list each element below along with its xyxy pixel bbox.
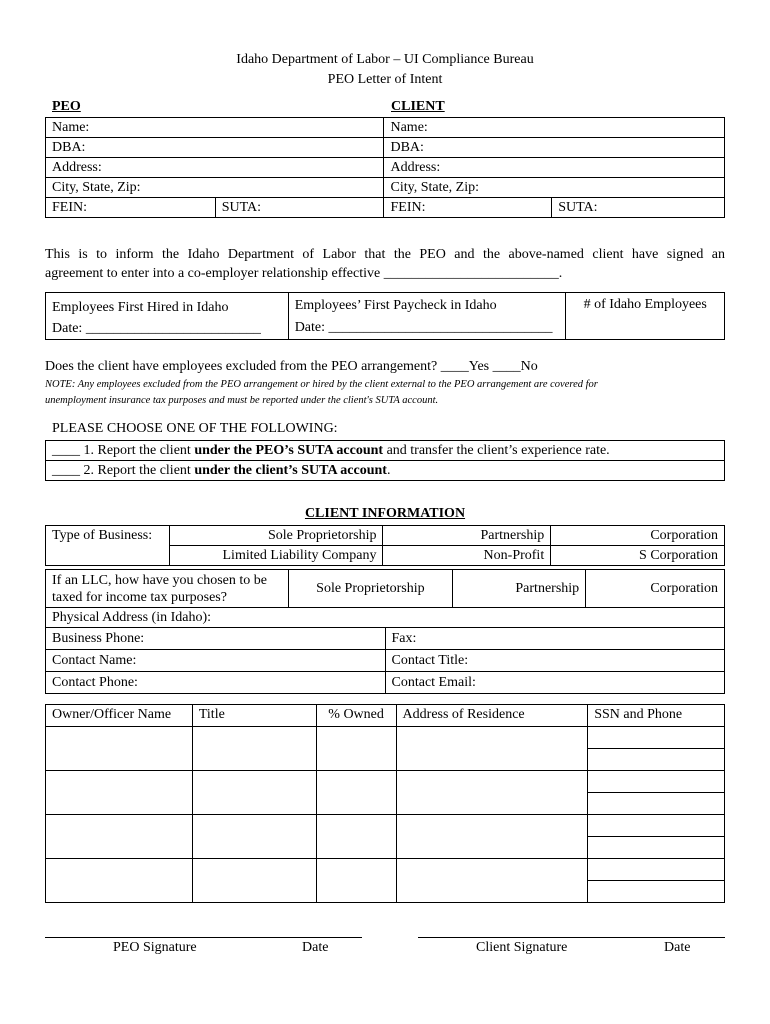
fax-field[interactable]: Fax: <box>385 628 725 650</box>
business-type-scorp[interactable]: S Corporation <box>551 546 725 566</box>
owner-3-address[interactable] <box>396 815 588 859</box>
employees-table <box>45 292 725 340</box>
owner-3-name[interactable] <box>46 815 193 859</box>
business-type-llc[interactable]: Limited Liability Company <box>169 546 383 566</box>
client-date-label: Date <box>664 940 691 955</box>
owners-col-title: Title <box>192 705 316 727</box>
llc-question-line-2: taxed for income tax purposes? <box>52 589 227 605</box>
owner-1-phone[interactable] <box>588 749 725 771</box>
owner-1-owned[interactable] <box>316 727 396 771</box>
llc-question <box>46 570 289 608</box>
peo-fein-field[interactable]: FEIN: <box>46 198 216 218</box>
peo-address-field[interactable]: Address: <box>46 158 384 178</box>
client-info-heading: CLIENT INFORMATION <box>304 506 466 521</box>
excluded-note-line-2: unemployment insurance tax purposes and must be reported under the client's SUTA account. <box>45 395 439 406</box>
owner-4-ssn[interactable] <box>588 859 725 881</box>
owner-1-title[interactable] <box>192 727 316 771</box>
owner-3-ssn[interactable] <box>588 815 725 837</box>
excluded-question: Does the client have employees excluded from the PEO arrangement? ____Yes ____No <box>45 359 538 374</box>
peo-suta-field[interactable]: SUTA: <box>215 198 384 218</box>
peo-client-table <box>45 117 725 218</box>
first-hired-label: Employees First Hired in Idaho <box>52 300 229 315</box>
business-type-label: Type of Business: <box>46 526 170 566</box>
owner-2-title[interactable] <box>192 771 316 815</box>
client-name-field[interactable]: Name: <box>384 118 725 138</box>
llc-tax-corporation[interactable]: Corporation <box>586 570 725 608</box>
owner-4-phone[interactable] <box>588 881 725 903</box>
suta-options-table <box>45 440 725 481</box>
business-type-partnership[interactable]: Partnership <box>383 526 551 546</box>
owner-1-ssn[interactable] <box>588 727 725 749</box>
first-hired-date: Date: _________________________ <box>52 321 261 336</box>
peo-name-field[interactable]: Name: <box>46 118 384 138</box>
first-paycheck-label: Employees’ First Paycheck in Idaho <box>294 298 497 313</box>
peo-signature-label: PEO Signature <box>113 940 197 955</box>
peo-date-label: Date <box>302 940 329 955</box>
owner-4-name[interactable] <box>46 859 193 903</box>
business-type-sole[interactable]: Sole Proprietorship <box>169 526 383 546</box>
client-heading: CLIENT <box>391 99 445 114</box>
contact-info-table <box>45 607 725 694</box>
option-client-suta-bold: under the client’s SUTA account <box>194 462 387 478</box>
physical-address-field[interactable]: Physical Address (in Idaho): <box>46 608 725 628</box>
client-signature-line[interactable] <box>418 937 725 938</box>
owner-2-owned[interactable] <box>316 771 396 815</box>
form-title: PEO Letter of Intent <box>327 72 443 87</box>
client-address-field[interactable]: Address: <box>384 158 725 178</box>
first-paycheck-cell[interactable] <box>288 293 566 340</box>
peo-city-field[interactable]: City, State, Zip: <box>46 178 384 198</box>
excluded-note-line-1: NOTE: Any employees excluded from the PEO arrangement or hired by the client external to the PEO arrangement are covered for <box>45 379 598 390</box>
client-suta-field[interactable]: SUTA: <box>552 198 725 218</box>
owner-3-phone[interactable] <box>588 837 725 859</box>
owners-table <box>45 704 725 903</box>
option-peo-suta-post: and transfer the client’s experience rate. <box>383 442 610 458</box>
contact-phone-field[interactable]: Contact Phone: <box>46 672 386 694</box>
owner-2-name[interactable] <box>46 771 193 815</box>
option-client-suta-pre: ____ 2. Report the client <box>52 462 195 478</box>
option-peo-suta-pre: ____ 1. Report the client <box>52 442 195 458</box>
contact-title-field[interactable]: Contact Title: <box>385 650 725 672</box>
llc-tax-partnership[interactable]: Partnership <box>453 570 586 608</box>
owners-col-owned: % Owned <box>316 705 396 727</box>
option-client-suta[interactable] <box>46 461 725 481</box>
owner-4-address[interactable] <box>396 859 588 903</box>
owner-2-address[interactable] <box>396 771 588 815</box>
client-dba-field[interactable]: DBA: <box>384 138 725 158</box>
first-hired-cell[interactable] <box>46 293 289 340</box>
client-fein-field[interactable]: FEIN: <box>384 198 552 218</box>
client-signature-label: Client Signature <box>476 940 568 955</box>
form-agency-title: Idaho Department of Labor – UI Compliance Bureau <box>236 52 534 67</box>
employee-count-cell[interactable] <box>566 293 725 340</box>
owner-3-owned[interactable] <box>316 815 396 859</box>
llc-tax-sole[interactable]: Sole Proprietorship <box>288 570 453 608</box>
owners-col-address: Address of Residence <box>396 705 588 727</box>
option-client-suta-post: . <box>386 462 391 478</box>
owners-col-name: Owner/Officer Name <box>46 705 193 727</box>
owner-4-owned[interactable] <box>316 859 396 903</box>
option-peo-suta[interactable] <box>46 441 725 461</box>
business-type-corporation[interactable]: Corporation <box>551 526 725 546</box>
llc-question-line-1: If an LLC, how have you chosen to be <box>52 572 267 588</box>
owner-2-ssn[interactable] <box>588 771 725 793</box>
contact-name-field[interactable]: Contact Name: <box>46 650 386 672</box>
owner-2-phone[interactable] <box>588 793 725 815</box>
owner-3-title[interactable] <box>192 815 316 859</box>
peo-signature-line[interactable] <box>45 937 362 938</box>
owner-1-name[interactable] <box>46 727 193 771</box>
intro-line-1: This is to inform the Idaho Department of Labor that the PEO and the above-named client have signed an <box>45 247 725 262</box>
business-phone-field[interactable]: Business Phone: <box>46 628 386 650</box>
owner-4-title[interactable] <box>192 859 316 903</box>
business-type-table <box>45 525 725 566</box>
client-city-field[interactable]: City, State, Zip: <box>384 178 725 198</box>
employee-count-label: # of Idaho Employees <box>583 297 707 312</box>
option-peo-suta-bold: under the PEO’s SUTA account <box>194 442 384 458</box>
owners-col-ssn: SSN and Phone <box>588 705 725 727</box>
llc-tax-table <box>45 569 725 608</box>
peo-heading: PEO <box>52 99 81 114</box>
first-paycheck-date: Date: ________________________________ <box>294 320 553 335</box>
owner-1-address[interactable] <box>396 727 588 771</box>
business-type-nonprofit[interactable]: Non-Profit <box>383 546 551 566</box>
choose-heading: PLEASE CHOOSE ONE OF THE FOLLOWING: <box>52 421 338 436</box>
intro-line-2: agreement to enter into a co-employer relationship effective _________________________. <box>45 266 563 281</box>
peo-dba-field[interactable]: DBA: <box>46 138 384 158</box>
contact-email-field[interactable]: Contact Email: <box>385 672 725 694</box>
